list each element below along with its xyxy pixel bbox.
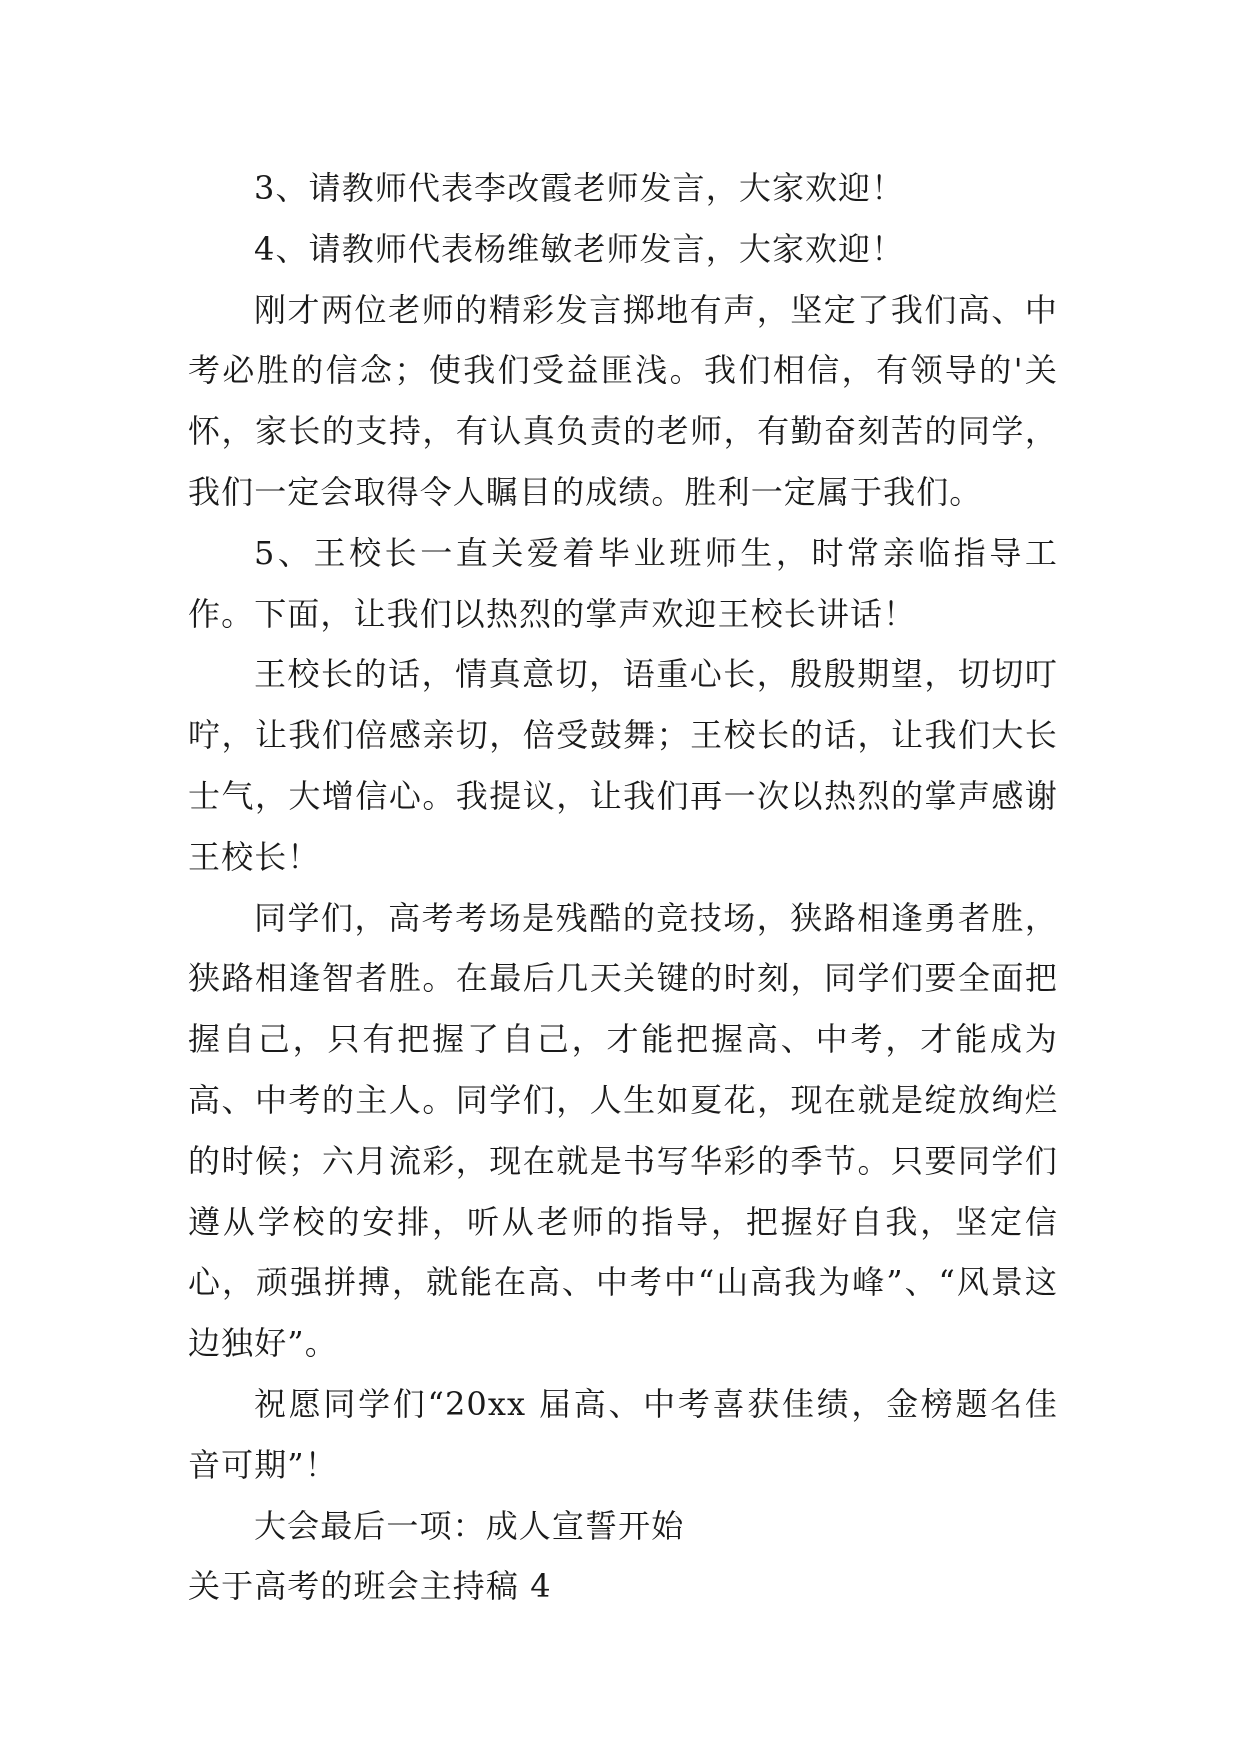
paragraph-principal-thanks: 王校长的话，情真意切，语重心长，殷殷期望，切切叮咛，让我们倍感亲切，倍受鼓舞；王校长的话，让我们大长士气，大增信心。我提议，让我们再一次以热烈的掌声感谢王校长！ (188, 655, 1058, 876)
document-body (188, 158, 1058, 1617)
paragraph-teacher-speech-4: 4、请教师代表杨维敏老师发言，大家欢迎！ (254, 229, 905, 268)
paragraph-teacher-summary: 刚才两位老师的精彩发言掷地有声，坚定了我们高、中考必胜的信念；使我们受益匪浅。我们相信，有领导的'关怀，家长的支持，有认真负责的老师，有勤奋刻苦的同学，我们一定会取得令人瞩目的成绩。胜利一定属于我们。 (188, 290, 1058, 511)
paragraph-teacher-speech-3: 3、请教师代表李改霞老师发言，大家欢迎！ (254, 169, 905, 207)
paragraph-principal-intro: 5、王校长一直关爱着毕业班师生，时常亲临指导工作。下面，让我们以热烈的掌声欢迎王校长讲话！ (188, 533, 1058, 633)
paragraph-wishes: 祝愿同学们“20xx 届高、中考喜获佳绩，金榜题名佳音可期”！ (188, 1384, 1058, 1484)
paragraph-final-item: 大会最后一项：成人宣誓开始 (254, 1506, 685, 1545)
section-heading: 关于高考的班会主持稿 4 (188, 1567, 552, 1606)
paragraph-students-encouragement: 同学们，高考考场是残酷的竞技场，狭路相逢勇者胜，狭路相逢智者胜。在最后几天关键的时刻，同学们要全面把握自己，只有把握了自己，才能把握高、中考，才能成为高、中考的主人。同学们，人生如夏花，现在就是绽放绚烂的时候；六月流彩，现在就是书写华彩的季节。只要同学们遵从学校的安排，听从老师的指导，把握好自我，坚定信心，顽强拼搏，就能在高、中考中“山高我为峰”、“风景这边独好”。 (188, 898, 1058, 1363)
